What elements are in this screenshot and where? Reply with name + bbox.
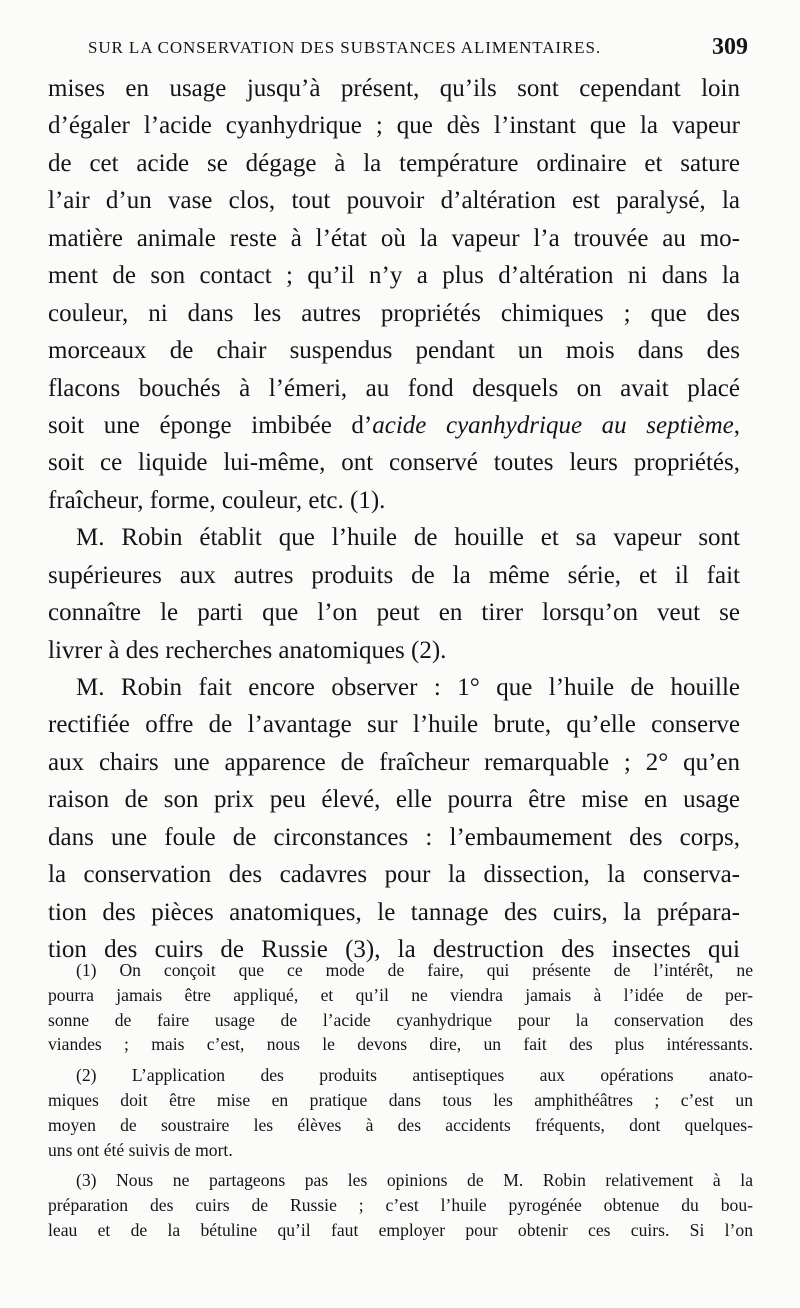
text-line: soit ce liquide lui-même, ont conservé toutes leurs propriétés, <box>48 449 740 477</box>
text-line: la conservation des cadavres pour la dissection, la conserva- <box>48 861 740 889</box>
text-line: dans une foule de circonstances : l’embaumement des corps, <box>48 823 740 851</box>
footnote-line: (3) Nous ne partageons pas les opinions de M. Robin relativement à la <box>76 1170 753 1191</box>
italic-phrase: acide cyanhydrique au septième <box>372 411 734 439</box>
text-line: tion des pièces anatomiques, le tannage des cuirs, la prépara- <box>48 898 740 926</box>
paragraph-first-line: M. Robin établit que l’huile de houille et sa vapeur sont <box>76 524 740 552</box>
text-line: rectifiée offre de l’avantage sur l’huile brute, qu’elle conserve <box>48 711 740 739</box>
footnote-line: (2) L’application des produits antiseptiques aux opérations anato- <box>76 1065 753 1086</box>
footnote <box>48 958 753 1057</box>
footnote-line: sonne de faire usage de l’acide cyanhydrique pour la conservation des <box>48 1009 753 1030</box>
footnotes <box>48 958 753 1243</box>
footnote-line: préparation des cuirs de Russie ; c’est l’huile pyrogénée obtenue du bou- <box>48 1195 753 1216</box>
page-number: 309 <box>712 34 748 60</box>
text-line: matière animale reste à l’état où la vapeur l’a trouvée au mo- <box>48 224 740 252</box>
text-line: raison de son prix peu élevé, elle pourra être mise en usage <box>48 786 740 814</box>
text-line: d’égaler l’acide cyanhydrique ; que dès l’instant que la vapeur <box>48 112 740 140</box>
footnote-line: uns ont été suivis de mort. <box>48 1139 233 1160</box>
text-segment: soit une éponge imbibée d’ <box>48 411 373 439</box>
text-line: couleur, ni dans les autres propriétés chimiques ; que des <box>48 299 740 327</box>
text-line <box>48 407 740 444</box>
footnote-line: miques doit être mise en pratique dans tous les amphithéâtres ; c’est un <box>48 1089 753 1110</box>
text-line: connaître le parti que l’on peut en tirer lorsqu’on veut se <box>48 599 740 627</box>
footnote-line: viandes ; mais c’est, nous le devons dire, un fait des plus intéressants. <box>48 1034 753 1055</box>
text-line: ment de son contact ; qu’il n’y a plus d’altération ni dans la <box>48 262 740 290</box>
text-line: flacons bouchés à l’émeri, au fond desquels on avait placé <box>48 374 740 402</box>
text-line: de cet acide se dégage à la température ordinaire et sature <box>48 149 740 177</box>
running-head <box>88 34 748 68</box>
main-text <box>48 70 740 969</box>
footnote <box>48 1063 753 1162</box>
text-line: supérieures aux autres produits de la même série, et il fait <box>48 561 740 589</box>
footnote-line: moyen de soustraire les élèves à des accidents fréquents, dont quelques- <box>48 1114 753 1135</box>
text-segment: , <box>733 411 740 439</box>
footnote-line: (1) On conçoit que ce mode de faire, qui présente de l’intérêt, ne <box>76 960 753 980</box>
paragraph-first-line: M. Robin fait encore observer : 1° que l’huile de houille <box>76 674 740 701</box>
text-line: l’air d’un vase clos, tout pouvoir d’altération est paralysé, la <box>48 187 740 215</box>
footnote-line: leau et de la bétuline qu’il faut employer pour obtenir ces cuirs. Si l’on <box>48 1219 753 1240</box>
footnote-line: pourra jamais être appliqué, et qu’il ne viendra jamais à l’idée de per- <box>48 984 753 1005</box>
text-line: tion des cuirs de Russie (3), la destruction des insectes qui <box>48 936 740 964</box>
footnote <box>48 1168 753 1242</box>
text-line: morceaux de chair suspendus pendant un mois dans des <box>48 337 740 365</box>
text-line: aux chairs une apparence de fraîcheur remarquable ; 2° qu’en <box>48 748 740 776</box>
text-line: mises en usage jusqu’à présent, qu’ils sont cependant loin <box>48 75 740 102</box>
text-line: fraîcheur, forme, couleur, etc. (1). <box>48 486 386 514</box>
text-line: livrer à des recherches anatomiques (2). <box>48 636 447 664</box>
running-head-title: SUR LA CONSERVATION DES SUBSTANCES ALIMENTAIRES. <box>88 38 601 57</box>
